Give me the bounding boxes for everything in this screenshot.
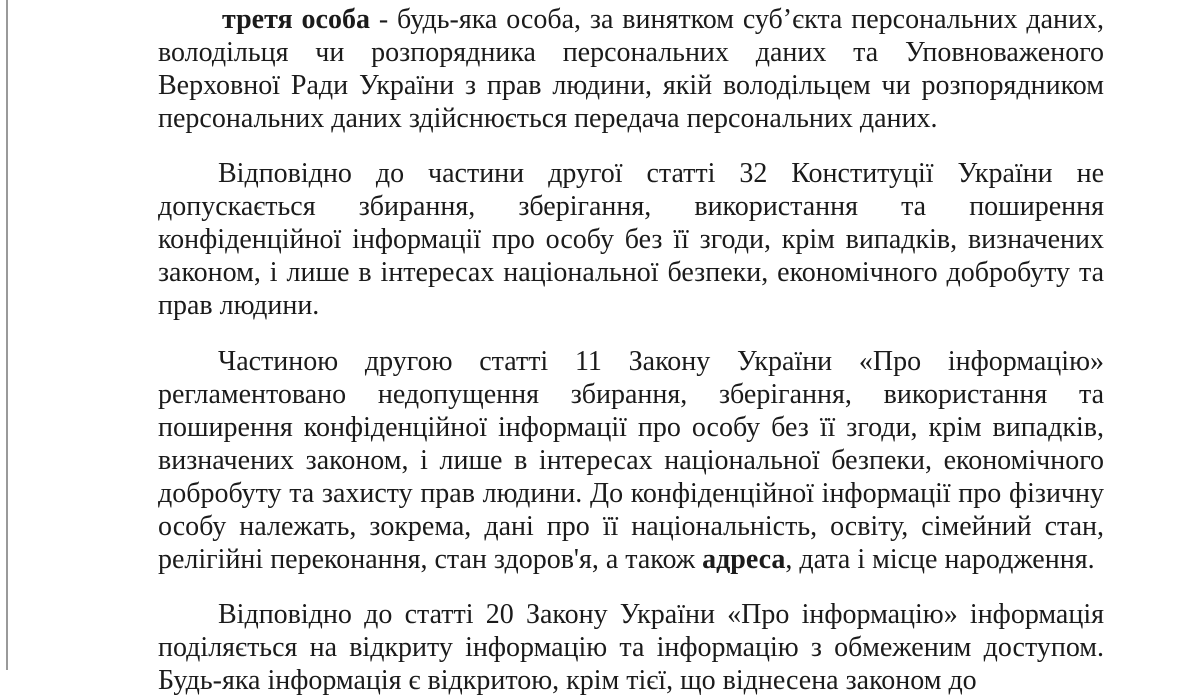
- information-law-text: Частиною другою статті 11 Закону України «Про інформацію» регламентовано недопущення збирання, зберігання, використання та поширення конфіденційної інформації про особу без її згоди, крім випадків, визначених законом, і лише в інтересах національної безпеки, економічного добробуту та захисту прав людини. До конфіденційної інформації про фізичну особу належать, зокрема, дані про її національність, освіту, сімейний стан, релігійні переконання, стан здоров'я, а також: [158, 346, 1104, 575]
- page-edge-line: [6, 0, 8, 670]
- constitution-paragraph: Відповідно до частини другої статті 32 Конституції України не допускається збирання, зберігання, використання та поширення конфіденційної інформації про особу без її згоди, крім випадків, визначених законом, і лише в інтересах національної безпеки, економічного добробуту та прав людини.: [158, 158, 1104, 321]
- definition-text: - будь-яка особа, за винятком суб’єкта персональних даних, володільця чи розпорядника персональних даних та Уповноваженого Верховної Ради України з прав людини, якій володільцем чи розпорядником персональних даних здійснюється передача персональних даних.: [158, 4, 1104, 134]
- document-body: [158, 3, 1104, 697]
- defined-term: третя особа: [222, 4, 370, 35]
- information-law-ending: , дата і місце народження.: [785, 544, 1095, 575]
- article-20-paragraph: Відповідно до статті 20 Закону України «Про інформацію» інформація поділяється на відкриту інформацію та інформацію з обмеженим доступом. Будь-яка інформація є відкритою, крім тієї, що віднесена законом до: [158, 599, 1104, 696]
- information-law-paragraph: [158, 345, 1104, 576]
- definition-paragraph: [158, 3, 1104, 135]
- address-emphasis: адреса: [702, 544, 786, 575]
